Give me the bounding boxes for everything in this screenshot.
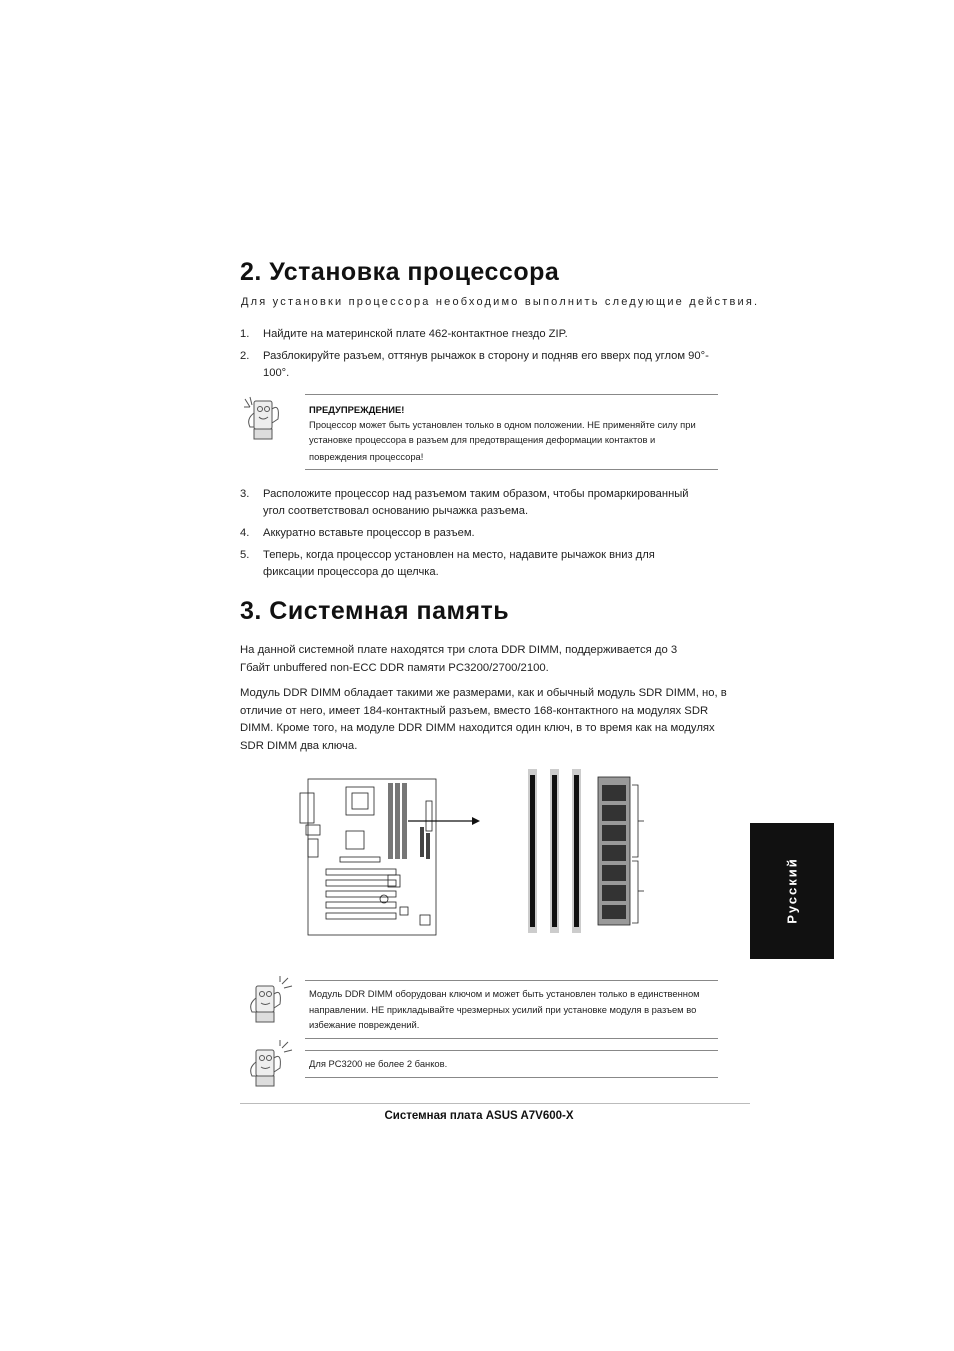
note-box: [305, 980, 718, 1039]
note-box: [305, 1050, 718, 1078]
footer-divider: [240, 1103, 750, 1104]
footer-text: Системная плата ASUS A7V600-X: [384, 1110, 574, 1122]
dimm-slots-illustration: [520, 765, 650, 935]
list-item: 2. Разблокируйте разъем, оттянув рычажок в сторону и подняв его вверх под углом 90°- 100°.: [240, 350, 709, 379]
note-line: Модуль DDR DIMM оборудован ключом и может быть установлен только в единственном: [309, 988, 700, 999]
list-item: 3. Расположите процессор над разъемом таким образом, чтобы промаркированный угол соответствовал основанию рычажка разъема.: [240, 488, 689, 517]
warning-line: Процессор может быть установлен только в одном положении. НЕ применяйте силу при: [309, 419, 696, 430]
list-item: 1. Найдите на материнской плате 462-контактное гнездо ZIP.: [240, 328, 568, 340]
note-line: направлении. НЕ прикладывайте чрезмерных усилий при установке модуля в разъем во: [309, 1004, 697, 1015]
section-3-para-1: На данной системной плате находятся три слота DDR DIMM, поддерживается до 3 Гбайт unbuffered non-ECC DDR памяти PC3200/2700/2100.: [240, 644, 678, 674]
note-line: Для PC3200 не более 2 банков.: [309, 1058, 448, 1069]
list-item: 4. Аккуратно вставьте процессор в разъем.: [240, 527, 475, 539]
section-2-lead: Для установки процессора необходимо выполнить следующие действия.: [241, 296, 760, 308]
warning-line: повреждения процессора!: [309, 451, 424, 462]
hand-note-icon: [244, 1040, 296, 1092]
warning-title: ПРЕДУПРЕЖДЕНИЕ!: [309, 404, 405, 415]
warning-box: [305, 394, 718, 470]
hand-note-icon: [244, 976, 296, 1028]
list-item: 5. Теперь, когда процессор установлен на место, надавите рычажок вниз для фиксации процессора до щелчка.: [240, 549, 655, 578]
warning-line: установке процессора в разъем для предотвращения деформации контактов и: [309, 434, 656, 445]
language-tab-label: Русский: [784, 857, 800, 924]
language-tab: [750, 823, 834, 959]
note-line: избежание повреждений.: [309, 1019, 420, 1030]
hand-warning-icon: [240, 393, 292, 445]
section-3-para-2: Модуль DDR DIMM обладает такими же размерами, как и обычный модуль SDR DIMM, но, в отличие от него, имеет 184-контактный разъем, вместо 168-контактного на модулях SDR DIMM. Кроме того, на модуле DDR DIMM находится один ключ, в то время как на модулях SDR DIMM два ключа.: [240, 687, 727, 752]
motherboard-layout-diagram: [296, 775, 486, 937]
section-3-title: 3. Системная память: [240, 597, 510, 625]
section-2-title: 2. Установка процессора: [240, 258, 560, 286]
